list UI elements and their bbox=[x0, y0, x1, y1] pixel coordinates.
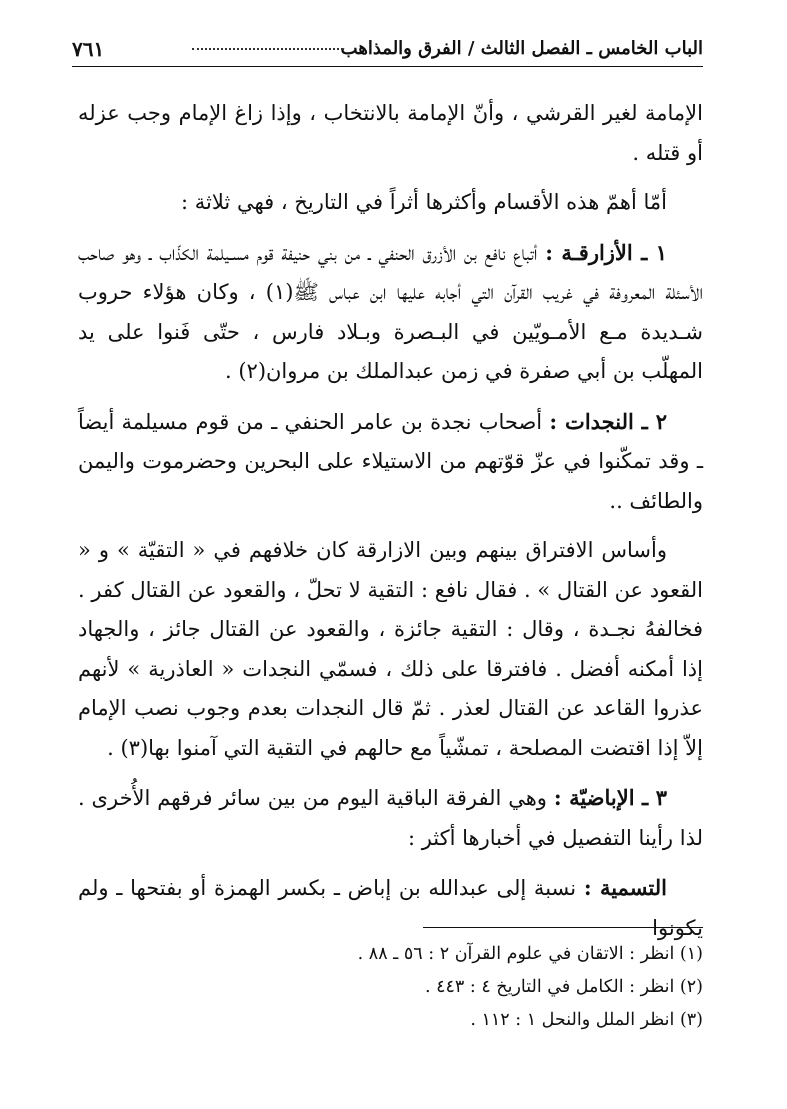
section-lead: ٣ ـ الإباضيّة : bbox=[553, 785, 667, 810]
paragraph-text: وهي الفرقة الباقية اليوم من بين سائر فرقهم الأُخرى . لذا رأينا التفصيل في أخبارها أكثر : bbox=[78, 786, 703, 850]
chapter-title: الباب الخامس ـ الفصل الثالث / الفرق والمذاهب bbox=[340, 38, 703, 59]
paragraph bbox=[78, 183, 703, 223]
footnote: (١) انظر : الاتقان في علوم القرآن ٢ : ٥٦ ـ ٨٨ . bbox=[357, 944, 703, 964]
page-number: ٧٦١ bbox=[72, 37, 105, 61]
section-lead: التسمية : bbox=[583, 875, 667, 900]
paragraph-text: وأساس الافتراق بينهم وبين الازارقة كان خلافهم في « التقيّة » و « القعود عن القتال » . فقال نافع : التقية لا تحلّ ، والقعود عن القتال كفر . فخالفهُ نجـدة ، وقال : التقية جائزة ، والقعود عن القتال جائز ، والجهاد إذا أمكنه أفضل . فافترقا على ذلك ، فسمّي النجدات « العاذرية » لأنهم عذروا القاعد عن القتال لعذر . ثمّ قال النجدات بعدم وجوب نصب الإمام إلاّ إذا اقتضت المصلحة ، تمشّياً مع حالهم في التقية التي آمنوا بها(٣) . bbox=[78, 538, 703, 760]
footnotes bbox=[300, 938, 703, 1037]
paragraph-najadat bbox=[78, 402, 703, 522]
footnote: (٣) انظر الملل والنحل ١ : ١١٢ . bbox=[470, 1010, 703, 1030]
paragraph-naming bbox=[78, 868, 703, 948]
paragraph-text: نسبة إلى عبدالله بن إباض ـ بكسر الهمزة أو بفتحها ـ ولم يكونوا bbox=[78, 876, 703, 940]
paragraph bbox=[78, 531, 703, 768]
paragraph-text: أصحاب نجدة بن عامر الحنفي ـ من قوم مسيلمة أيضاً ـ وقد تمكّنوا في عزّ قوّتهم من الاستيلاء على البحرين وحضرموت واليمن والطائف .. bbox=[78, 409, 703, 513]
paragraph-text: أمّا أهمّ هذه الأقسام وأكثرها أثراً في التاريخ ، فهي ثلاثة : bbox=[181, 190, 667, 214]
running-header bbox=[72, 34, 703, 67]
main-text bbox=[78, 94, 703, 948]
section-lead: ١ ـ الأزارقـة : bbox=[545, 239, 667, 265]
section-lead: ٢ ـ النجدات : bbox=[549, 408, 668, 434]
footnote-divider bbox=[423, 927, 703, 928]
paragraph-text: الإمامة لغير القرشي ، وأنّ الإمامة بالانتخاب ، وإذا زاغ الإمام وجب عزله أو قتله . bbox=[78, 101, 703, 165]
leader-dots bbox=[192, 48, 343, 50]
paragraph-text: أتباع نافع بن الأزرق الحنفي ـ من بني حنيفة قوم مسـيلمة الكذّاب ـ وهو صاحب الأسئلة المعروفة في غريب القرآن التي أجابه عليها ابن عباس ﷺ(١) ، وكان هؤلاء حروب شـديدة مـع الأمـويّين في البـصرة وبـلاد فارس ، حتّى فَنوا على يد المهلّب بن أبي صفرة في زمن عبدالملك بن مروان(٢) . bbox=[78, 240, 703, 383]
footnote: (٢) انظر : الكامل في التاريخ ٤ : ٤٤٣ . bbox=[424, 977, 703, 997]
paragraph-ibadiyya bbox=[78, 778, 703, 858]
paragraph-azariqa bbox=[78, 233, 703, 392]
paragraph bbox=[78, 94, 703, 173]
